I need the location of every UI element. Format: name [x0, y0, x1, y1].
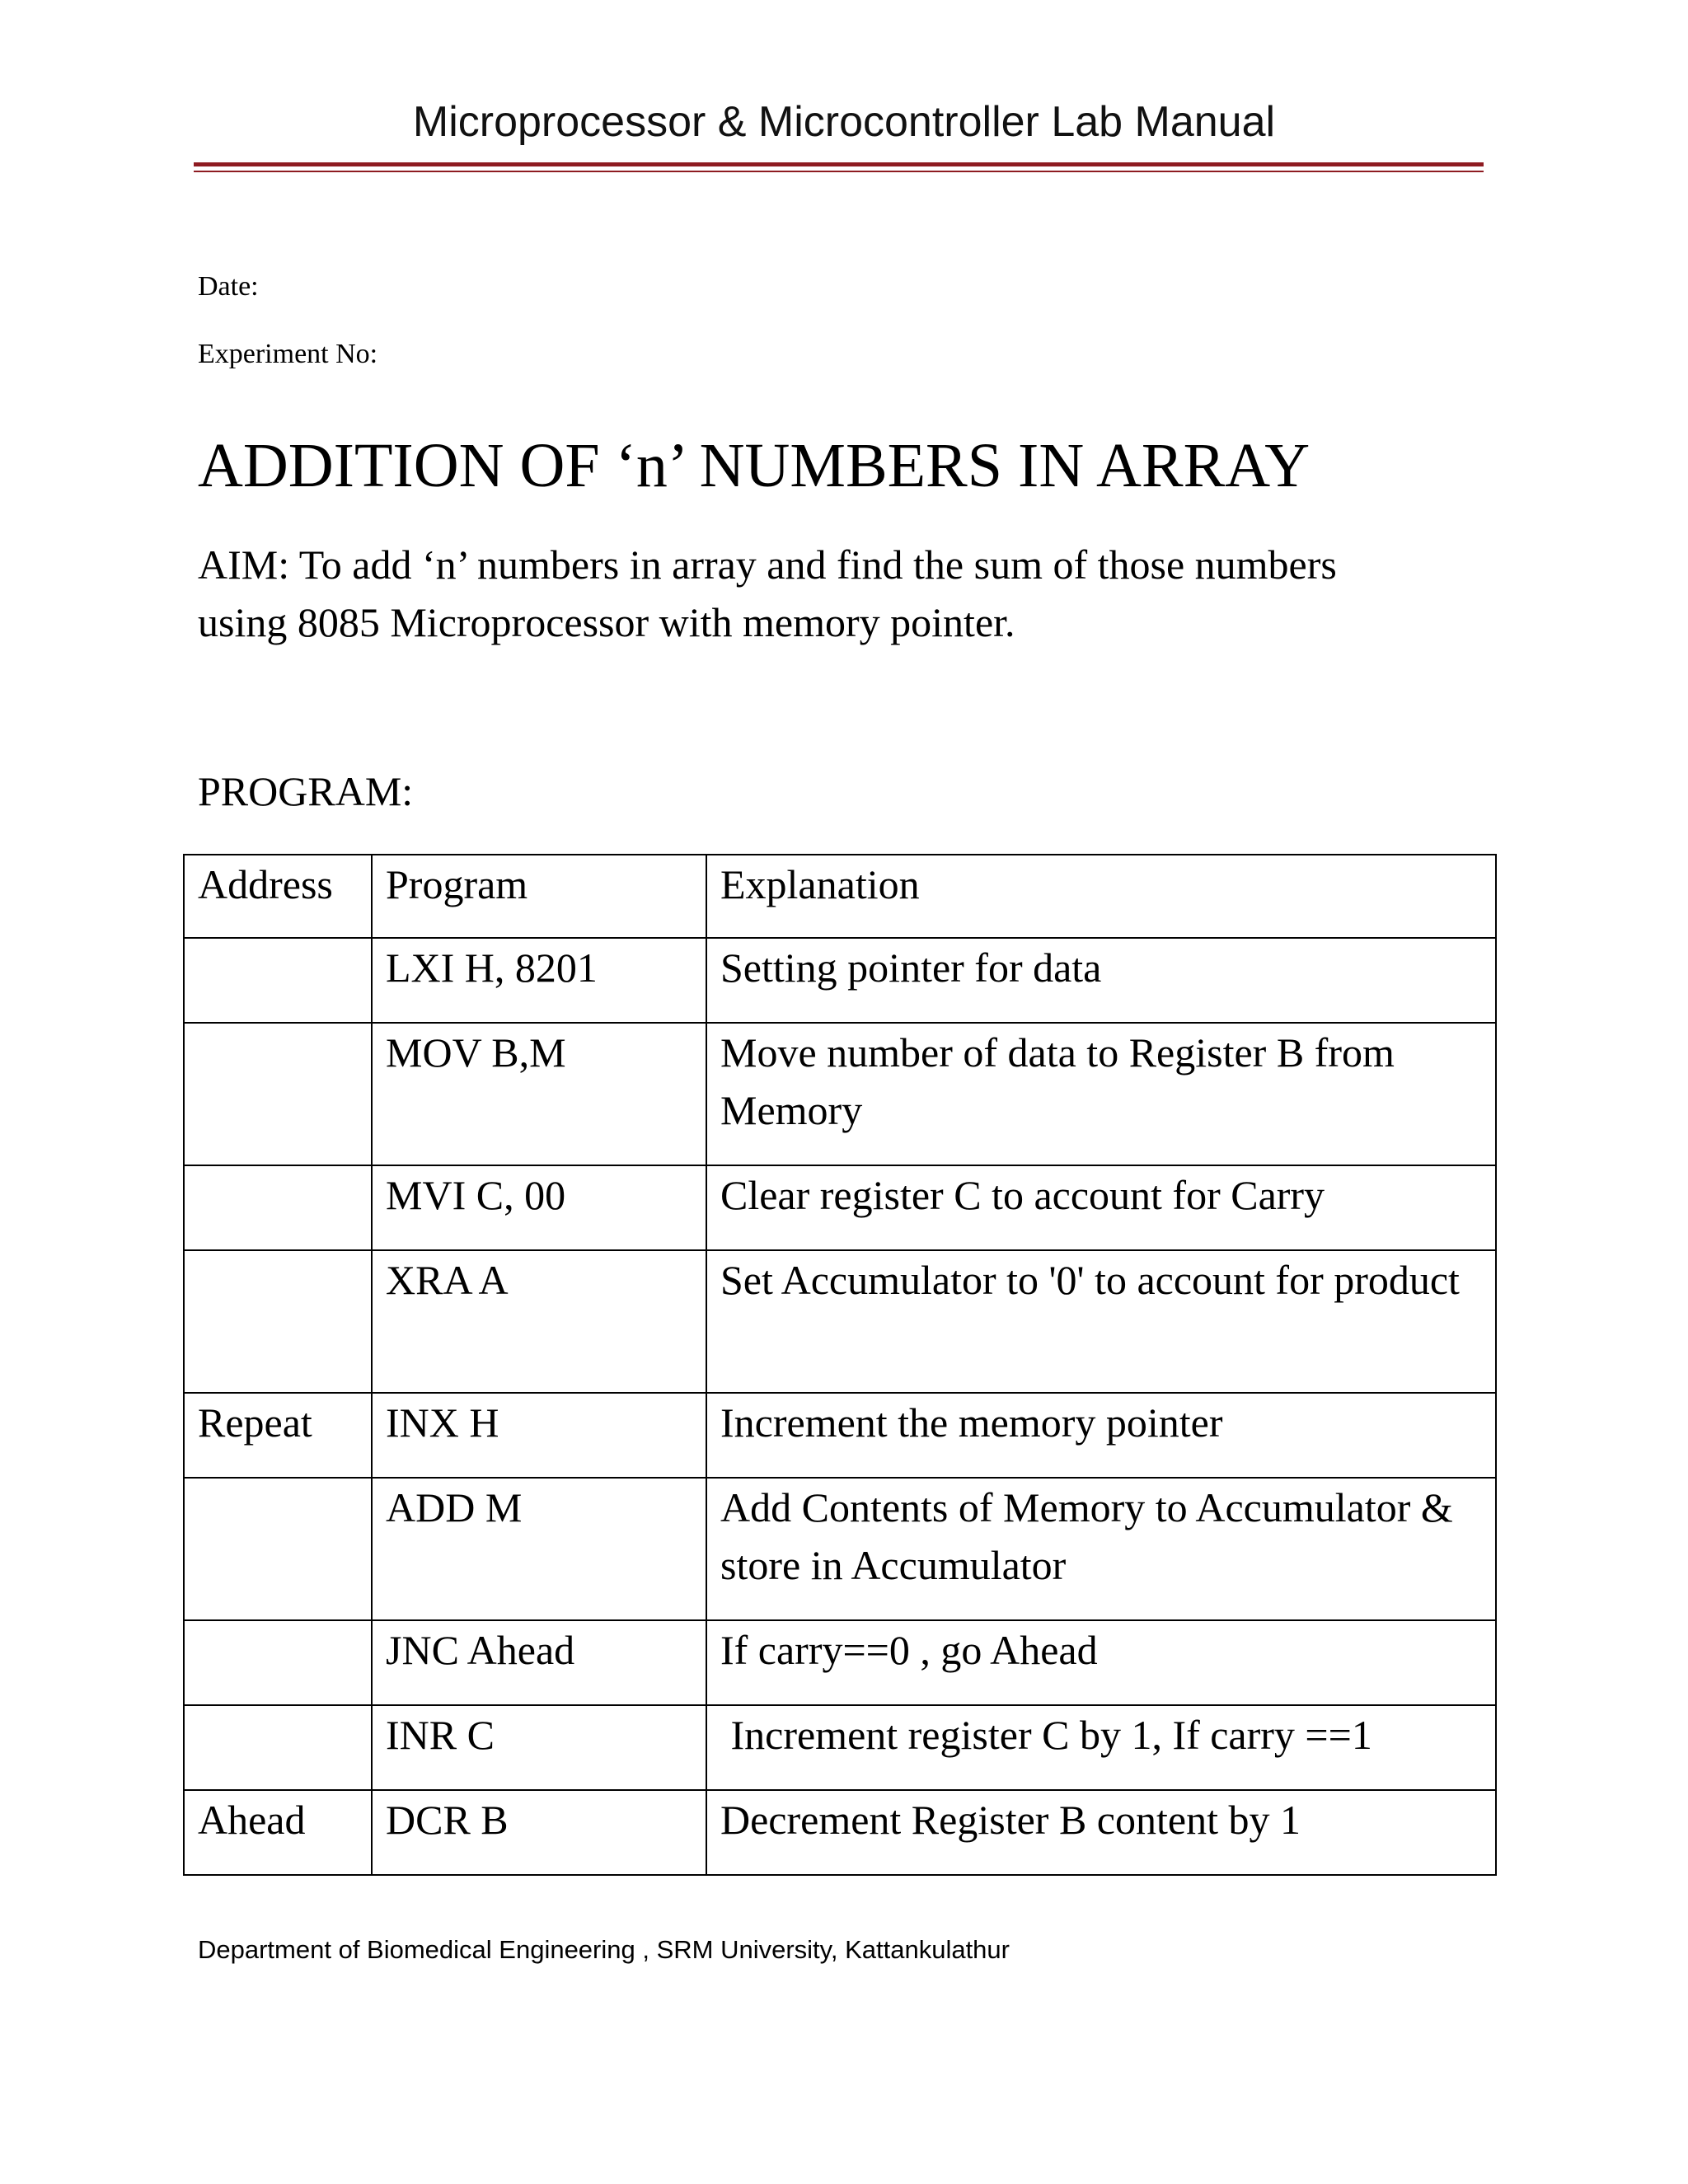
address-cell	[184, 1250, 372, 1393]
table-row	[184, 1165, 1496, 1250]
explanation-cell: Clear register C to account for Carry	[706, 1165, 1496, 1250]
explanation-cell: Increment register C by 1, If carry ==1	[706, 1705, 1496, 1790]
experiment-title: ADDITION OF ‘n’ NUMBERS IN ARRAY	[198, 431, 1311, 500]
program-cell: ADD M	[372, 1478, 706, 1620]
program-table	[183, 854, 1497, 1876]
address-cell: Ahead	[184, 1790, 372, 1875]
program-cell: JNC Ahead	[372, 1620, 706, 1705]
address-cell	[184, 1705, 372, 1790]
program-cell: INR C	[372, 1705, 706, 1790]
running-header-title: Microprocessor & Microcontroller Lab Manual	[412, 98, 1276, 146]
table-row	[184, 1393, 1496, 1478]
program-cell: XRA A	[372, 1250, 706, 1393]
table-header-row	[184, 855, 1496, 938]
aim-line-2: using 8085 Microprocessor with memory pointer.	[198, 599, 1015, 645]
address-cell	[184, 1023, 372, 1165]
explanation-cell: If carry==0 , go Ahead	[706, 1620, 1496, 1705]
address-cell	[184, 1478, 372, 1620]
table-row	[184, 1790, 1496, 1875]
program-cell: DCR B	[372, 1790, 706, 1875]
table-row	[184, 1620, 1496, 1705]
program-cell: MOV B,M	[372, 1023, 706, 1165]
aim-paragraph	[198, 536, 1484, 651]
program-cell: INX H	[372, 1393, 706, 1478]
header-rule	[194, 162, 1484, 166]
program-heading: PROGRAM:	[198, 768, 414, 814]
address-cell	[184, 938, 372, 1023]
experiment-number-label: Experiment No:	[198, 339, 378, 369]
program-cell: MVI C, 00	[372, 1165, 706, 1250]
explanation-cell: Set Accumulator to '0' to account for product	[706, 1250, 1496, 1393]
program-cell: LXI H, 8201	[372, 938, 706, 1023]
table-row	[184, 1478, 1496, 1620]
address-cell: Repeat	[184, 1393, 372, 1478]
explanation-cell: Increment the memory pointer	[706, 1393, 1496, 1478]
table-row	[184, 1250, 1496, 1393]
table-row	[184, 1023, 1496, 1165]
table-row	[184, 1705, 1496, 1790]
date-label: Date:	[198, 271, 259, 302]
table-row	[184, 938, 1496, 1023]
explanation-cell: Move number of data to Register B from Memory	[706, 1023, 1496, 1165]
aim-line-1: AIM: To add ‘n’ numbers in array and find the sum of those numbers	[198, 541, 1337, 588]
column-header-address: Address	[184, 855, 372, 938]
page-footer: Department of Biomedical Engineering , SRM University, Kattankulathur	[198, 1935, 1010, 1964]
header-rule-thin	[194, 171, 1484, 172]
column-header-program: Program	[372, 855, 706, 938]
explanation-cell: Decrement Register B content by 1	[706, 1790, 1496, 1875]
address-cell	[184, 1620, 372, 1705]
address-cell	[184, 1165, 372, 1250]
explanation-cell: Setting pointer for data	[706, 938, 1496, 1023]
explanation-cell: Add Contents of Memory to Accumulator & store in Accumulator	[706, 1478, 1496, 1620]
column-header-explanation: Explanation	[706, 855, 1496, 938]
